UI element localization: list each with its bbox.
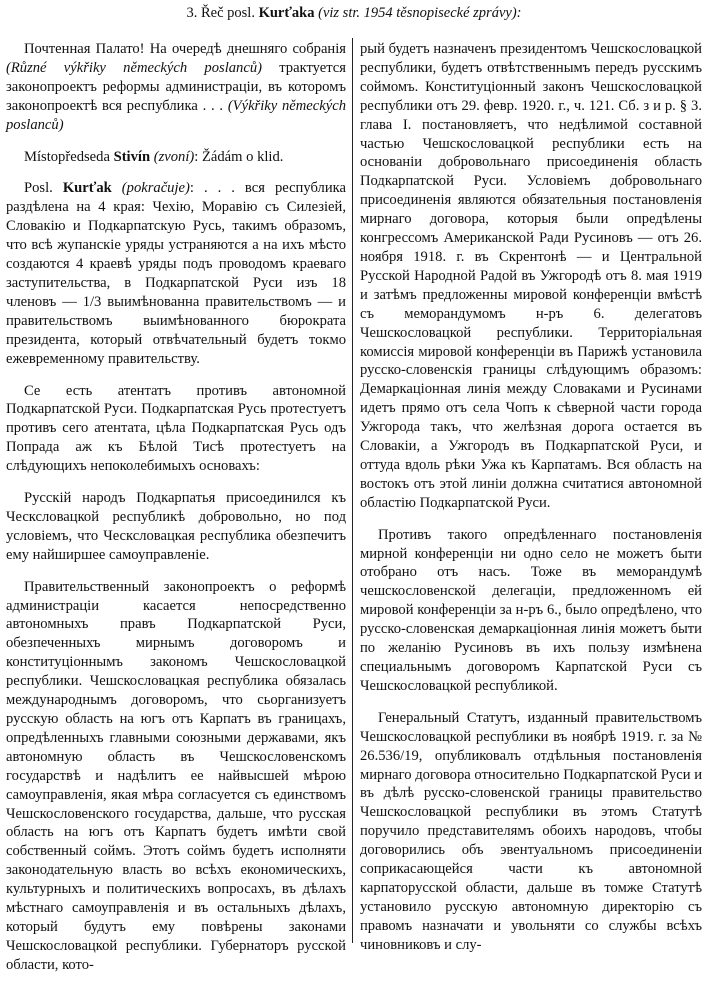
- text-run: Генеральный Статутъ, изданный правительствомъ Чешскословацкой республики въ ноябрѣ 1919. г. за № 26.536/19, опубликовалъ отдѣльныя постановленія мирнаго договора относительно Подкарпатской Руси и въ дѣлѣ русско-словенской границы правительство Чешскословацкой республики въ этомъ Статутѣ поручило представителямъ обоихъ народовъ, чтобы договорились объ эвентуальномъ присоединеніи соприкасающейся части къ автономной карпаторусской области, дальше въ томже Статутѣ установило русскую автономную директорію съ правомъ назначати и увольняти со службы всѣхъ чиновниковъ и слу-: [360, 709, 702, 953]
- paragraph: [360, 40, 702, 513]
- text-run: (Výkřiky německých poslanců): [6, 97, 346, 133]
- text-run: : . . . вся республика раздѣлена на 4 края: Чехію, Моравію съ Силезіей, Словакію и Подкарпатскую Русь, такимъ образомъ, что всѣ жупанскіе уряды устраняются а на ихъ мѣсто создаются 4 краевѣ уряды подъ проводомъ краеваго заступительства, в Подкарпатской Руси изъ 18 членовъ — 1/3 выимѣнованна правительствомъ — и правительствомъ выимѣнованного бюрократа президента, который отвѣчательный будетъ токмо ежевременному правительству.: [6, 180, 346, 367]
- text-run: Kurťak: [62, 180, 112, 197]
- heading-speaker: Kurťaka: [258, 5, 315, 21]
- text-run: Místopředseda: [24, 148, 114, 165]
- paragraph: [360, 526, 702, 696]
- text-run: [112, 180, 122, 196]
- left-column: [6, 40, 346, 988]
- text-run: Posl.: [24, 180, 63, 197]
- paragraph: [6, 40, 346, 135]
- text-run: : Žádám o klid.: [194, 148, 284, 165]
- text-run: (pokračuje): [121, 180, 190, 197]
- paragraph: [6, 382, 346, 477]
- text-run: (zvoní): [153, 148, 195, 165]
- text-run: рый будетъ назначенъ президентомъ Чешскословацкой республики, будетъ отвѣтственнымъ передъ русскимъ соймомъ. Конституціонный законъ Чешскословацкой республики отъ 29. февр. 1920. г., ч. 121. Сб. з и р. § 3. глава I. постановляетъ, что недѣлимой составной частью Чешскословацкой республики есть на основаніи добровольнаго присоединенія область Подкарпатской Руси. Условіемъ добровольнаго присоединенія являются обязательныя постановленія мирнаго договора, которыя были опредѣлены конгрессомъ Американской Ради Русиновъ — отъ 26. ноября 1918. г. въ Скрентонѣ — и Центральной Русской Народной Радой въ Ужгородѣ отъ 8. мая 1919 и затѣмъ предложенны мировой конференціи вмѣстѣ съ меморандумомъ н-ръ 6. делегатовъ Чешскословацкой республики. Территоріальная комиссія мировой конференціи въ Парижѣ установила русско-словенскія границы слѣдующимъ образомъ: Демаркаціонная линія между Словаками и Русинами идетъ прямо отъ села Чопъ к сѣверной части города Ужгорода такъ, что желѣзная дорога остается въ Словакіи, а Ужгородъ въ Подкарпатской Руси, и оттуда вдоль рѣки Ужа къ Карпатамъ. Вся область на востокъ отъ этой линіи должна считатися автономной областію Подкарпатской Руси.: [360, 41, 702, 511]
- page-heading: [0, 4, 708, 22]
- text-run: (Různé výkřiky německých poslanců): [6, 59, 262, 76]
- text-run: Stivín: [113, 148, 151, 165]
- text-run: Правительственный законопроектъ о реформѣ администраціи касается непосредственно автономныхъ правъ Подкарпатской Руси, обезпеченныхъ мирнымъ договоромъ и конституціоннымъ закономъ Чешскословацкой республики. Чешскословацкая республика обязалась международнымъ договоромъ, что сьорганизуетъ русскую область на югъ отъ Карпатъ въ границахъ, опредѣленныхъ главными союзными державами, якъ автономную область въ Чешскословенскомъ государствѣ и надѣлитъ ее найвысшей мѣрою самоуправленія, якая мѣра согласуется съ единствомъ Чешскословенского государства, дальше, что русская область на югъ отъ Карпатъ будетъ имѣти свой собственный соймъ. Этотъ соймъ будетъ исполняти законодательную власть во всѣхъ економическихъ, культурныхъ и политическихъ вопросахъ, въ дѣлахъ мѣстнаго самоуправленія и въ остальныхъ дѣлахъ, который будутъ ему повѣрены законами Чешскословацкой республики. Губернаторъ русской области, кото-: [6, 578, 346, 973]
- paragraph: [6, 489, 346, 565]
- text-run: Почтенная Палато! На очередѣ днешняго собранія: [24, 41, 346, 57]
- heading-prefix: 3. Řeč posl.: [186, 5, 259, 21]
- paragraph: [6, 179, 346, 368]
- text-run: трактуется законопроектъ реформы администраціи, въ которомъ законопроектѣ вся республика . . .: [6, 59, 346, 114]
- right-column: [360, 40, 702, 968]
- text-run: Се есть атентатъ противъ автономной Подкарпатской Руси. Подкарпатская Русь протестуетъ противъ сего атентата, цѣла Подкарпатская Русь одъ Попрада аж къ Бѣлой Тисѣ протестуетъ на слѣдующихъ непоколебимыхъ основахъ:: [6, 382, 346, 475]
- paragraph: [6, 148, 346, 167]
- paragraph: [360, 709, 702, 955]
- paragraph: [6, 578, 346, 975]
- heading-note: (viz str. 1954 těsnopisecké zprávy):: [318, 5, 522, 21]
- text-run: Русскій народъ Подкарпатья присоединился къ Ческсловацкой республикѣ добровольно, но под условіемъ, что Ческсловацкая республика обезпечитъ ему найширшее самоуправленіе.: [6, 490, 346, 563]
- column-divider: [352, 38, 353, 943]
- text-run: Противъ такого опредѣленнаго постановленія мирной конференціи ни одно село не можетъ быти отобрано отъ насъ. Тоже въ меморандумѣ чешскословенской делегаціи, предложенномъ ей мировой конференціи за н-ръ 6., было опредѣлено, что русско-словенская демаркаціонная линія можетъ быти по желанію Русиновъ въ ихъ пользу измѣнена специальнымъ договоромъ Карпатской Руси съ Чешскословацкой республикой.: [360, 526, 702, 694]
